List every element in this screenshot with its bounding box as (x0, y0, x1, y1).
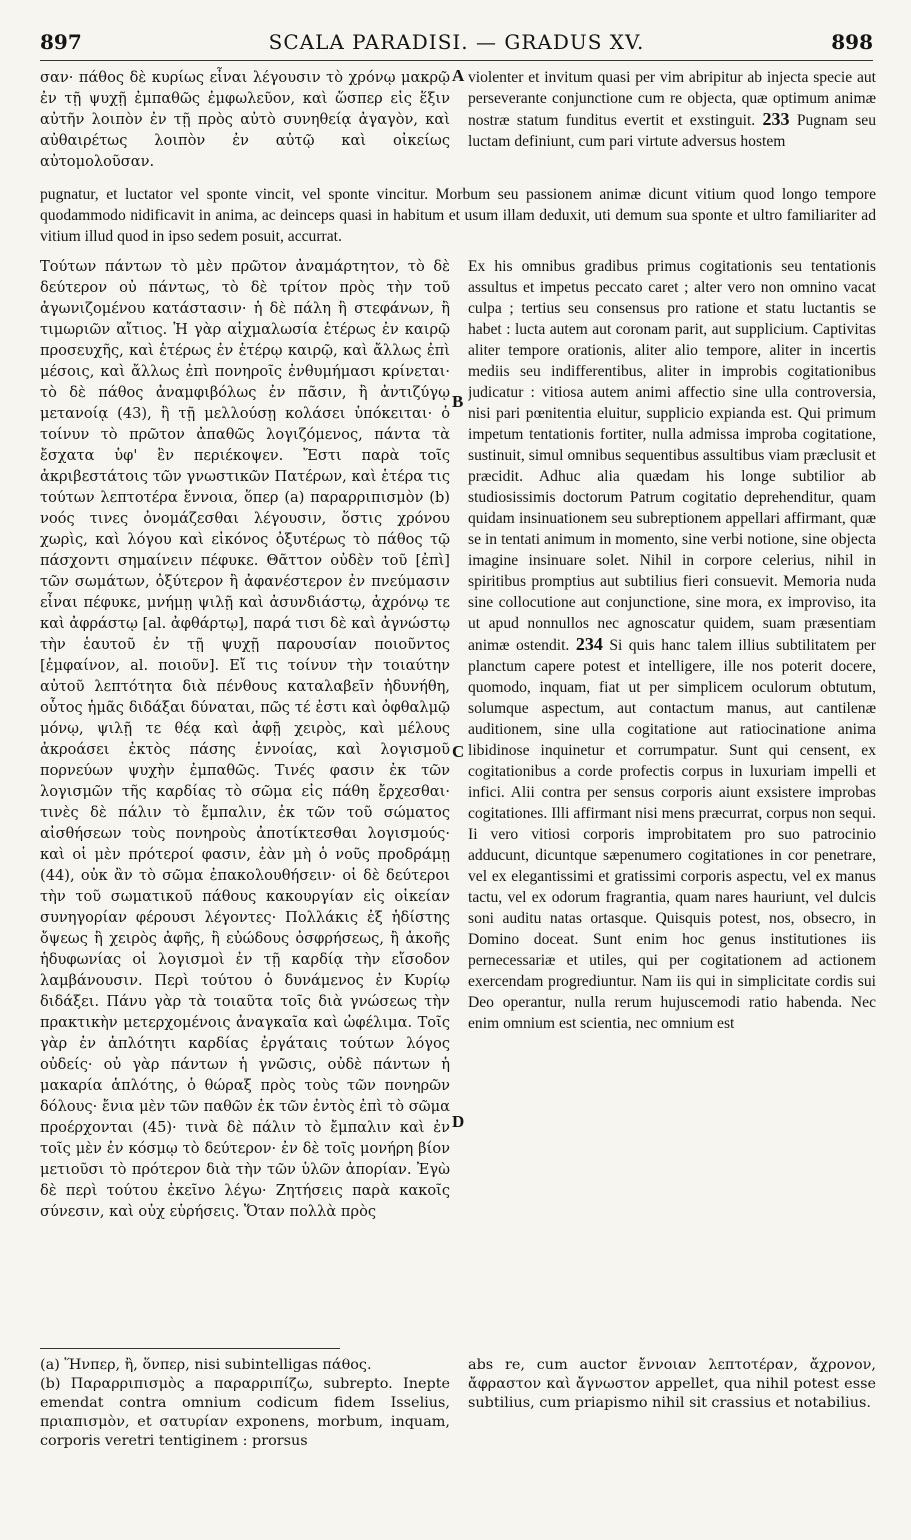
running-header (40, 30, 873, 61)
footnote-a: (a) Ἥνπερ, ἢ, ὅνπερ, nisi subintelligas πάθος. (40, 1357, 372, 1373)
footnote-rule (40, 1348, 340, 1349)
greek-opening-paragraph: σαν· πάθος δὲ κυρίως εἶναι λέγουσιν τὸ χρόνῳ μακρῷ ἐν τῇ ψυχῇ ἐμπαθῶς ἐμφωλεῦον, καὶ ὥσπερ εἰς ἕξιν αὐτῆν λοιπὸν ἐν τῇ πρὸς αὐτὸ συνηθείᾳ ἀγαγὸν, καὶ αὐθαιρέτως λοιπὸν ἐν αὐτῷ καὶ οἰκείως αὐτομολοῦσαν. (40, 69, 450, 170)
section-number-234: 234 (575, 634, 603, 654)
latin-opening-text-a: violenter et invitum quasi per vim abripitur ab injecta specie aut perseverante conjunctione cum re objecta, quæ optimum animæ nostræ statum funditus evertit et exstinguit. (468, 69, 876, 129)
footnote-continuation-right: abs re, cum auctor ἔννοιαν λεπτοτέραν, ἄχρονον, ἄφραστον καὶ ἄγνωστον appellet, qua nihil potest esse subtilius, cum priapismo nihil sit crassius et notabilius. (468, 1357, 876, 1411)
section-marker-c: C (452, 742, 465, 761)
latin-full-width-paragraph: pugnatur, et luctator vel sponte vincit, vel sponte vincitur. Morbum seu passionem animæ dicunt vitium quod longo tempore quodammodo nidificavit in anima, ac deinceps quasi in habitum et usum illam deduxit, uti demum sua sponte et ultro familiariter ad vitium illud quod in ipso sedem posuit, accurrat. (40, 186, 876, 245)
running-title: SCALA PARADISI. — GRADUS XV. (268, 30, 645, 54)
greek-main-column: Τούτων πάντων τὸ μὲν πρῶτον ἀναμάρτητον, τὸ δὲ δεύτερον οὐ πάντως, τὸ δὲ τρίτον πρὸς τὴν τοῦ ἀγωνιζομένου κατάστασιν· ἡ δὲ πάλη ἢ στεφάνων, ἢ τιμωριῶν αἴτιος. Ἡ γὰρ αἰχμαλωσία ἑτέρως ἐν καιρῷ προσευχῆς, καὶ ἑτέρως ἐν ἑτέρῳ καιρῷ, καὶ ἄλλως ἐπὶ μέσοις, καὶ ἄλλως ἐπὶ πονηροῖς ἐνθυμήμασι κρίνεται· τὸ δὲ πάθος ἀναμφιβόλως ἐν πᾶσιν, ἢ ἀντιζύγῳ μετανοίᾳ (43), ἢ τῇ μελλούσῃ κολάσει ὑπόκειται· ὁ τοίνυν τὸ πρῶτον ἀπαθῶς λογιζόμενος, πάντα τὰ ἔσχατα ὑφ' ἓν περιέκοψεν. Ἔστι παρὰ τοῖς ἀκριβεστάτοις τῶν γνωστικῶν Πατέρων, καὶ ἑτέρα τις τούτων λεπτοτέρα ἔννοια, ὅπερ (a) παραρριπισμὸν (b) νοός τινες ὀνομάζεσθαι λέγουσιν, ὅστις χρόνου χωρὶς, καὶ λόγου καὶ εἰκόνος ὀξυτέρως τὸ πάθος τῷ πάσχοντι σημαίνειν πέφυκε. Θᾶττον οὐδὲν τοῦ [ἐπὶ] τῶν σωμάτων, ὀξύτερον ἢ ἀφανέστερον ἐν πνεύμασιν εἶναι πέφυκε, μνήμῃ ψιλῇ καὶ ἀσυνδιάστῳ, ἀχρόνῳ τε καὶ ἀφράστῳ [al. ἀφθάρτῳ], παρά τισι δὲ καὶ ἀγνώστῳ τὴν ἑαυτοῦ ἐν τῇ ψυχῇ παρουσίαν ποιοῦντος [ἐμφαίνον, al. ποιοῦν]. Εἴ τις τοίνυν τὴν τοιαύτην αὐτοῦ λεπτότητα διὰ πένθους καταλαβεῖν ἠδυνήθη, οὗτος ἡμᾶς διδάξαι δύναται, πῶς τέ ἐστι καὶ ὀφθαλμῷ μόνῳ, ψιλῇ τε θέᾳ καὶ ἀφῇ χειρὸς, καὶ μέλους ἀκροάσει ἐκτὸς πάσης ἐννοίας, καὶ λογισμοῦ πορνεύων ψυχὴν ἐμπαθῶς. Τινές φασιν ἐκ τῶν λογισμῶν τῆς καρδίας τὸ σῶμα εἰς πάθη ἔρχεσθαι· τινὲς δὲ πάλιν τὸ ἔμπαλιν, ἐκ τῶν τοῦ σώματος αἰσθήσεων τοὺς πονηροὺς ἀποτίκτεσθαι λογισμούς· καὶ οἱ μὲν πρότεροί φασιν, ἐὰν μὴ ὁ νοῦς προδράμῃ (44), οὐκ ἂν τὸ σῶμα ἐπακολουθήσειν· οἱ δὲ δεύτεροι τὴν τοῦ σωματικοῦ πάθους κακουργίαν εἰς οἰκείαν συνηγορίαν φέρουσι λέγοντες· Πολλάκις ἐξ ἡδίστης ὄψεως ἢ χειρὸς ἀφῆς, ἢ εὐώδους ὀσφρήσεως, ἢ ἀκοῆς ἡδυφωνίας οἱ λογισμοὶ ἐν τῇ καρδίᾳ τὴν εἴσοδον λαμβάνουσιν. Περὶ τούτου ὁ δυνάμενος ἐν Κυρίῳ διδάξει. Πάνυ γὰρ τὰ τοιαῦτα τοῖς διὰ γνώσεως τὴν πρακτικὴν μετερχομένοις ἀναγκαῖα καὶ ὠφέλιμα. Τοῖς γὰρ ἐν ἁπλότητι καρδίας ἐργάταις τούτων λόγος οὐδείς· οὐ γὰρ πάντων ἡ γνῶσις, οὐδὲ πάντων ἡ μακαρία ἁπλότης, ὁ θώραξ πρὸς τοὺς τῶν πονηρῶν δόλους· ἔνια μὲν τῶν παθῶν ἐκ τῶν ἐντὸς ἐπὶ τὸ σῶμα προέρχονται (45)· τινὰ δὲ πάλιν τὸ ἔμπαλιν καὶ ἐν τοῖς μὲν ἐν κόσμῳ τὸ δεύτερον· ἐν δὲ τοῖς μονήρη βίον μετιοῦσι τὸ πρότερον διὰ τὴν τῶν ὑλῶν ἀπορίαν. Ἐγὼ δὲ περὶ τούτου ἐκεῖνο λέγω· Ζητήσεις παρὰ κακοῖς σύνεσιν, καὶ οὐχ εὑρήσεις. Ὅταν πολλὰ πρὸς (40, 258, 450, 1220)
latin-main-text-a: Ex his omnibus gradibus primus cogitationis seu tentationis assultus et impetus peccato caret ; alter vero non omnino vacat culpa ; tertius seu consensus pro ratione et statu luctantis se habet : lucta autem aut coronam parit, aut supplicium. Captivitas aliter tempore orationis, aliter alio tempore, aliter in incertis mediis seu indifferentibus, aliter in improbis cogitationibus judicatur : vitiosa autem animi affectio sine ulla controversia, nisi pari pœnitentia eluitur, supplicio expianda est. Qui primum impetum tentationis fortiter, nulla admissa improba cogitatione, sustinuit, simul omnibus sequentibus assultibus viam præclusit et præcidit. Adhuc alia quædam his longe subtilior ab studiosissimis doctorum Patrum cogitatio deprehenditur, quam quidam insinuationem seu subreptionem appellari affirmant, quæ se in tentati animum in momento, sine verbi notione, sine objecta imagine insinuare solet. Nihil in corpore celerius, nihil in spiritibus promptius aut subtilius fieri consuevit. Memoria nuda sine collocutione aut conjunctione, sine mora, ex improviso, ita ut apud nonnullos nec agnoscatur quidem, suam præsentiam animæ ostendit. (468, 258, 876, 654)
latin-main-text-b: Si quis hanc talem illius subtilitatem per planctum capere potest et intelligere, ille nos poterit docere, quomodo, inquam, fiat ut per simplicem oculorum obtutum, solumque aspectum, aut contactum manus, aut cantilenæ auditionem, sine ulla cogitatione aut ratiocinatione anima libidinose inquinetur et corrumpatur. Sunt qui censent, ex cogitationibus a corde profectis corpus in luxuriam impelli et infici. Alii contra per sensus corporis aiunt exsistere improbas cogitationes. Illi affirmant nisi mens præcurrat, corpus non sequi. Ii vero vitiosi corporis improbitatem pro suo patrocinio adducunt, dicuntque sæpenumero cogitationes in cor penetrare, vel ex elegantissimi et gratissimi corporis aspectu, vel ex manus tactu, vel ex odorum fragrantia, quam nares hauriunt, vel dulcis soni auditu natas ortasque. Quisquis potest, nos, obsecro, in Domino doceat. Sunt enim hoc genus institutiones iis pernecessariæ et utiles, qui per cogitationem ad actionem exercendam progrediuntur. Nam iis qui in simplicitate cordis sui Deo operantur, nulla rerum hujuscemodi ratio habenda. Nec enim omnium est scientia, nec omnium est (468, 637, 876, 1032)
section-marker-d: D (452, 1112, 465, 1131)
section-marker-b: B (452, 392, 464, 411)
latin-opening-paragraph (468, 67, 876, 181)
page-number-left: 897 (40, 30, 82, 54)
section-number-233: 233 (762, 109, 790, 129)
section-marker-a: A (452, 66, 465, 85)
footnotes-left (40, 1356, 450, 1506)
latin-opening-text-b: Pugnam seu luctam definiunt, cum pari virtute adversus hostem (468, 112, 876, 150)
footnote-b: (b) Παραρριπισμὸς a παραρριπίζω, subrepto. Inepte emendat contra omnium codicum fidem Isselius, πριαπισμὸν, et σατυρίαν exponens, morbum, inquam, corporis veretri tentiginem : prorsus (40, 1376, 450, 1449)
page-number-right: 898 (831, 30, 873, 54)
latin-main-column (468, 256, 876, 1338)
